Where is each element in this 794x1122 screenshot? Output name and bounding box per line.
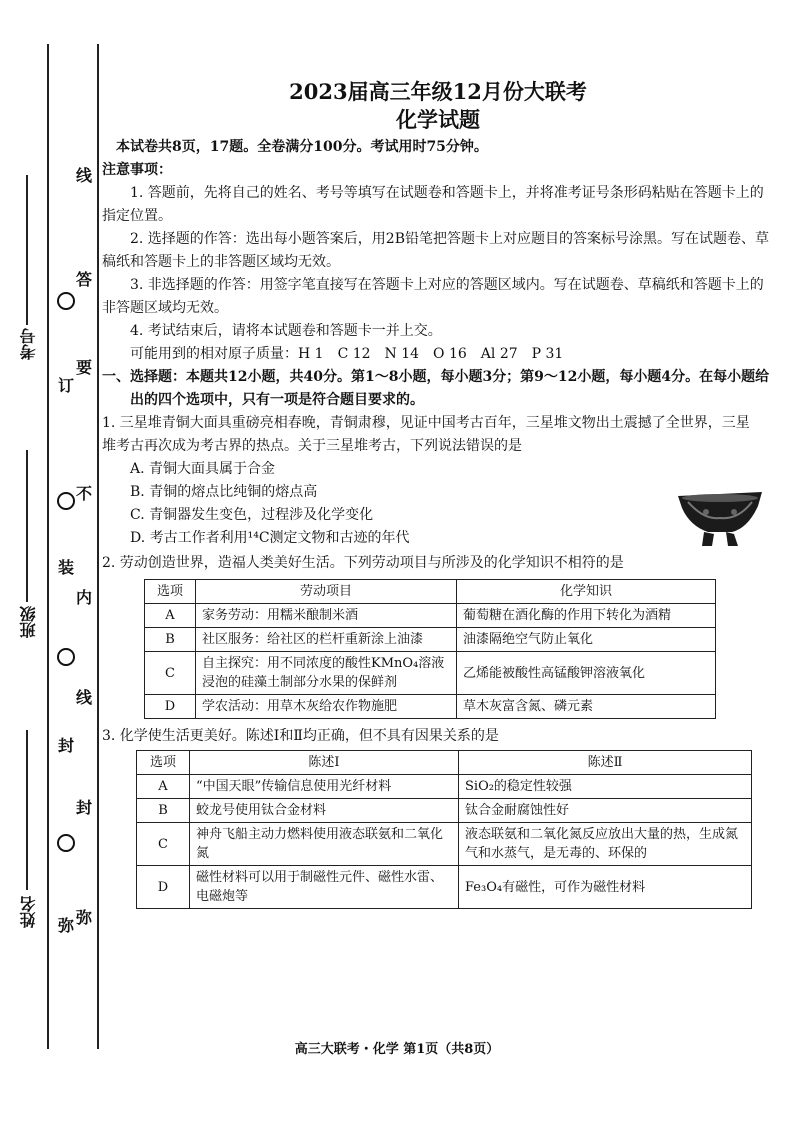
table-header: 劳动项目	[196, 580, 457, 604]
binding-char: 要	[76, 358, 93, 377]
atomic-mass: 可能用到的相对原子质量：H 1 C 12 N 14 O 16 Al 27 P 31	[130, 346, 564, 362]
binding-char: 订	[58, 376, 75, 395]
table-row	[137, 799, 752, 823]
exam-page	[102, 78, 772, 909]
class-blank	[26, 450, 28, 602]
table-row	[145, 695, 716, 719]
table-cell: 社区服务：给社区的栏杆重新涂上油漆	[196, 628, 457, 652]
table-cell: 神舟飞船主动力燃料使用液态联氨和二氧化氮	[190, 823, 459, 866]
bronze-artifact-image	[674, 486, 766, 550]
q3-table	[136, 750, 752, 909]
table-cell: A	[137, 775, 190, 799]
table-header: 化学知识	[457, 580, 716, 604]
note-item: 3. 非选择题的作答：用签字笔直接写在答题卡上对应的答题区域内。写在试题卷、草稿纸和答题卡上的非答题区域均无效。	[102, 277, 764, 316]
table-cell: 家务劳动：用糯米酿制米酒	[196, 604, 457, 628]
table-cell: B	[145, 628, 196, 652]
notes-heading: 注意事项：	[102, 162, 172, 178]
table-cell: A	[145, 604, 196, 628]
table-cell: 液态联氨和二氧化氮反应放出大量的热，生成氮气和水蒸气，是无毒的、环保的	[459, 823, 752, 866]
table-cell: 学农活动：用草木灰给农作物施肥	[196, 695, 457, 719]
table-row	[137, 866, 752, 909]
name-label: 姓名	[19, 896, 38, 928]
question-2-stem: 2. 劳动创造世界，造福人类美好生活。下列劳动项目与所涉及的化学知识不相符的是	[102, 555, 624, 571]
table-cell: 油漆隔绝空气防止氧化	[457, 628, 716, 652]
binding-char: 封	[58, 736, 75, 755]
table-cell: 磁性材料可以用于制磁性元件、磁性水雷、电磁炮等	[190, 866, 459, 909]
q1-option-a: A. 青铜大面具属于合金	[130, 461, 276, 477]
table-cell: C	[145, 652, 196, 695]
binding-circle	[57, 648, 75, 666]
table-cell: “中国天眼”传输信息使用光纤材料	[190, 775, 459, 799]
table-cell: 葡萄糖在酒化酶的作用下转化为酒精	[457, 604, 716, 628]
name-blank	[26, 730, 28, 890]
table-cell: 自主探究：用不同浓度的酸性KMnO₄溶液浸泡的硅藻土制部分水果的保鲜剂	[196, 652, 457, 695]
binding-circle	[57, 292, 75, 310]
exam-title: 2023届高三年级12月份大联考	[289, 79, 587, 104]
binding-char: 线	[76, 688, 93, 707]
table-cell: 钛合金耐腐蚀性好	[459, 799, 752, 823]
q1-option-b: B. 青铜的熔点比纯铜的熔点高	[130, 484, 318, 500]
binding-char: 内	[76, 588, 93, 607]
q2-table	[144, 579, 716, 719]
table-header: 陈述Ⅱ	[459, 751, 752, 775]
table-header: 选项	[137, 751, 190, 775]
table-header-row	[137, 751, 752, 775]
table-cell: 蛟龙号使用钛合金材料	[190, 799, 459, 823]
exam-intro: 本试卷共8页，17题。全卷满分100分。考试用时75分钟。	[116, 139, 488, 155]
binding-char: 线	[76, 166, 93, 185]
table-header: 选项	[145, 580, 196, 604]
class-label: 班级	[19, 606, 38, 638]
note-item: 2. 选择题的作答：选出每小题答案后，用2B铅笔把答题卡上对应题目的答案标号涂黑。写在试题卷、草稿纸和答题卡上的非答题区域均无效。	[102, 231, 770, 270]
table-cell: B	[137, 799, 190, 823]
q1-option-c: C. 青铜器发生变色，过程涉及化学变化	[130, 507, 374, 523]
note-item: 4. 考试结束后，请将本试题卷和答题卡一并上交。	[130, 323, 442, 339]
exam-subject: 化学试题	[396, 107, 480, 132]
table-cell: Fe₃O₄有磁性，可作为磁性材料	[459, 866, 752, 909]
table-cell: D	[145, 695, 196, 719]
binding-circle	[57, 492, 75, 510]
section-heading: 一、选择题：本题共12小题，共40分。第1～8小题，每小题3分；第9～12小题，每小题4分。在每小题给出的四个选项中，只有一项是符合题目要求的。	[102, 369, 770, 408]
table-header-row	[145, 580, 716, 604]
binding-char: 弥	[76, 908, 93, 927]
table-row	[137, 775, 752, 799]
binding-line-inner	[97, 44, 99, 1049]
binding-char: 装	[58, 558, 75, 577]
binding-char: 答	[76, 270, 93, 289]
binding-char: 不	[76, 484, 93, 503]
table-cell: D	[137, 866, 190, 909]
table-header: 陈述Ⅰ	[190, 751, 459, 775]
table-row	[137, 823, 752, 866]
note-item: 1. 答题前，先将自己的姓名、考号等填写在试题卷和答题卡上，并将准考证号条形码粘贴在答题卡上的指定位置。	[102, 185, 764, 224]
table-row	[145, 604, 716, 628]
binding-char: 封	[76, 798, 93, 817]
exam-number-label: 考号	[19, 328, 38, 360]
binding-char: 弥	[58, 916, 75, 935]
table-row	[145, 628, 716, 652]
table-cell: 草木灰富含氮、磷元素	[457, 695, 716, 719]
question-3-stem: 3. 化学使生活更美好。陈述Ⅰ和Ⅱ均正确，但不具有因果关系的是	[102, 728, 499, 744]
question-1-stem: 1. 三星堆青铜大面具重磅亮相春晚，青铜肃穆，见证中国考古百年，三星堆文物出土震撼了全世界，三星堆考古再次成为考古界的热点。关于三星堆考古，下列说法错误的是	[102, 415, 750, 454]
table-cell: C	[137, 823, 190, 866]
table-cell: SiO₂的稳定性较强	[459, 775, 752, 799]
q1-option-d: D. 考古工作者利用¹⁴C测定文物和古迹的年代	[130, 530, 410, 546]
page-footer: 高三大联考・化学 第1页（共8页）	[294, 1042, 500, 1057]
binding-line-outer	[47, 44, 49, 1049]
table-cell: 乙烯能被酸性高锰酸钾溶液氧化	[457, 652, 716, 695]
binding-circle	[57, 834, 75, 852]
table-row	[145, 652, 716, 695]
exam-number-blank	[26, 175, 28, 325]
